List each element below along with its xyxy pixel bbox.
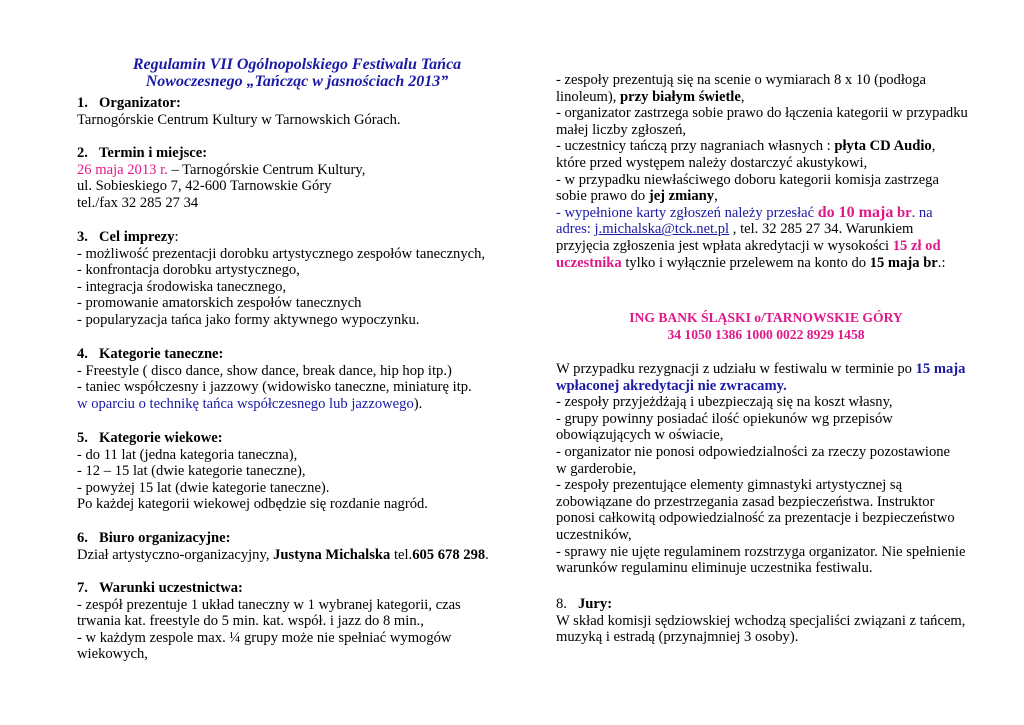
section-heading: 8. Jury: (556, 596, 613, 612)
text-line: muzyką i estradą (przynajmniej 3 osoby). (556, 629, 799, 646)
text-line: adres: j.michalska@tck.net.pl , tel. 32 285 27 34. Warunkiem (556, 221, 914, 238)
section-conditions (77, 580, 517, 663)
section-heading: 4. Kategorie taneczne: (77, 346, 224, 362)
section-jury (556, 596, 976, 646)
conditions-continued (556, 72, 976, 271)
list-item: - możliwość prezentacji dorobku artystycznego zespołów tanecznych, (77, 245, 486, 262)
document-title (77, 56, 517, 89)
text-line: ponosi całkowitą odpowiedzialność za prezentacje i bezpieczeństwo (556, 510, 955, 527)
contact-phone: 605 678 298 (412, 546, 486, 563)
list-item: Po każdej kategorii wiekowej odbędzie się rozdanie nagród. (77, 496, 428, 513)
section-heading: 6. Biuro organizacyjne: (77, 530, 231, 546)
section-goals (77, 229, 517, 329)
text-line: linoleum), przy białym świetle, (556, 88, 745, 105)
list-item: - promowanie amatorskich zespołów tanecznych (77, 295, 362, 312)
list-item: - taniec współczesny i jazzowy (widowisko taneczne, miniaturę itp. (77, 379, 472, 396)
office-contact: Dział artystyczno-organizacyjny, Justyna Michalska tel.605 678 298. (77, 546, 489, 563)
list-item: - w każdym zespole max. ¼ grupy może nie spełniać wymogów (77, 629, 452, 646)
bank-account: 34 1050 1386 1000 0022 8929 1458 (667, 326, 865, 342)
festival-date: 26 maja 2013 r. (77, 161, 168, 178)
text-line: - organizator nie ponosi odpowiedzialności za rzeczy pozostawione (556, 443, 951, 460)
text-line: sobie prawo do jej zmiany, (556, 188, 718, 205)
list-item: - do 11 lat (jedna kategoria taneczna), (77, 446, 298, 463)
text-line: przyjęcia zgłoszenia jest wpłata akredytacji w wysokości 15 zł od (556, 237, 941, 254)
list-item: - popularyzacja tańca jako formy aktywnego wypoczynku. (77, 311, 420, 328)
text-line: - w przypadku niewłaściwego doboru kategorii komisja zastrzega (556, 171, 939, 188)
section-dance-categories (77, 346, 517, 412)
section-organizer (77, 95, 517, 128)
section-heading: 3. Cel imprezy: (77, 229, 179, 245)
list-item: trwania kat. freestyle do 5 min. kat. współ. i jazz do 8 min., (77, 613, 424, 630)
bank-info (556, 310, 976, 343)
text-line: małej liczby zgłoszeń, (556, 121, 687, 138)
phone-line: tel./fax 32 285 27 34 (77, 194, 199, 211)
text-line: wpłaconej akredytacji nie zwracamy. (556, 377, 787, 394)
section-date-place (77, 145, 517, 211)
deadline: do 10 maja (817, 203, 894, 221)
resignation-rules (556, 361, 976, 577)
section-age-categories (77, 430, 517, 513)
section-heading: 5. Kategorie wiekowe: (77, 430, 223, 446)
list-item: - integracja środowiska tanecznego, (77, 278, 287, 295)
list-item: - zespół prezentuje 1 układ taneczny w 1 wybranej kategorii, czas (77, 596, 461, 613)
text-line: - zespoły przyjeżdżają i ubezpieczają się na koszt własny, (556, 394, 893, 411)
list-item: - konfrontacja dorobku artystycznego, (77, 262, 300, 279)
text-line: uczestnika tylko i wyłącznie przelewem na konto do 15 maja br.: (556, 254, 946, 271)
list-item: - powyżej 15 lat (dwie kategorie taneczne). (77, 479, 330, 496)
text-line: które przed występem należy dostarczyć akustykowi, (556, 154, 868, 171)
text-line: W przypadku rezygnacji z udziału w festiwalu w terminie po 15 maja (556, 361, 966, 377)
title-line-2: Nowoczesnego „Tańcząc w jasnościach 2013” (145, 72, 449, 90)
fee-amount: 15 zł od (892, 237, 941, 254)
text-line: w garderobie, (556, 460, 637, 477)
email-link[interactable]: j.michalska@tck.net.pl (594, 221, 730, 238)
organizer-text: Tarnogórskie Centrum Kultury w Tarnowskich Górach. (77, 111, 401, 128)
text-line: - zespoły prezentujące elementy gimnastyki artystycznej są (556, 477, 903, 494)
text-line: W skład komisji sędziowskiej wchodzą specjaliści związani z tańcem, (556, 612, 966, 629)
text-line: - sprawy nie ujęte regulaminem rozstrzyga organizator. Nie spełnienie (556, 543, 966, 560)
date-place-line: 26 maja 2013 r. – Tarnogórskie Centrum Kultury, (77, 161, 366, 178)
text-line: warunków regulaminu eliminuje uczestnika festiwalu. (556, 560, 873, 577)
text-line: - zespoły prezentują się na scenie o wymiarach 8 x 10 (podłoga (556, 72, 926, 88)
text-line: - uczestnicy tańczą przy nagraniach własnych : płyta CD Audio, (556, 138, 936, 155)
bank-name: ING BANK ŚLĄSKI o/TARNOWSKIE GÓRY (629, 310, 903, 325)
text-line: zobowiązane do przestrzegania zasad bezpieczeństwa. Instruktor (556, 493, 935, 510)
address-line: ul. Sobieskiego 7, 42-600 Tarnowskie Góry (77, 178, 332, 195)
list-item: w oparciu o technikę tańca współczesnego lub jazzowego). (77, 395, 423, 412)
list-item: wiekowych, (77, 646, 148, 663)
text-line: - organizator zastrzega sobie prawo do łączenia kategorii w przypadku (556, 105, 968, 122)
section-heading: 7. Warunki uczestnictwa: (77, 580, 243, 596)
text-line: - wypełnione karty zgłoszeń należy przesłać do 10 maja br. na (556, 203, 933, 221)
section-heading: 1. Organizator: (77, 95, 181, 111)
title-line-1: Regulamin VII Ogólnopolskiego Festiwalu Tańca (132, 56, 462, 73)
section-office (77, 530, 517, 563)
contact-name: Justyna Michalska (273, 546, 391, 563)
text-line: uczestników, (556, 526, 632, 543)
text-line: obowiązujących w oświacie, (556, 427, 724, 444)
list-item: - 12 – 15 lat (dwie kategorie taneczne), (77, 463, 306, 480)
list-item: - Freestyle ( disco dance, show dance, break dance, hip hop itp.) (77, 362, 452, 379)
text-line: - grupy powinny posiadać ilość opiekunów wg przepisów (556, 410, 893, 427)
section-heading: 2. Termin i miejsce: (77, 145, 208, 161)
